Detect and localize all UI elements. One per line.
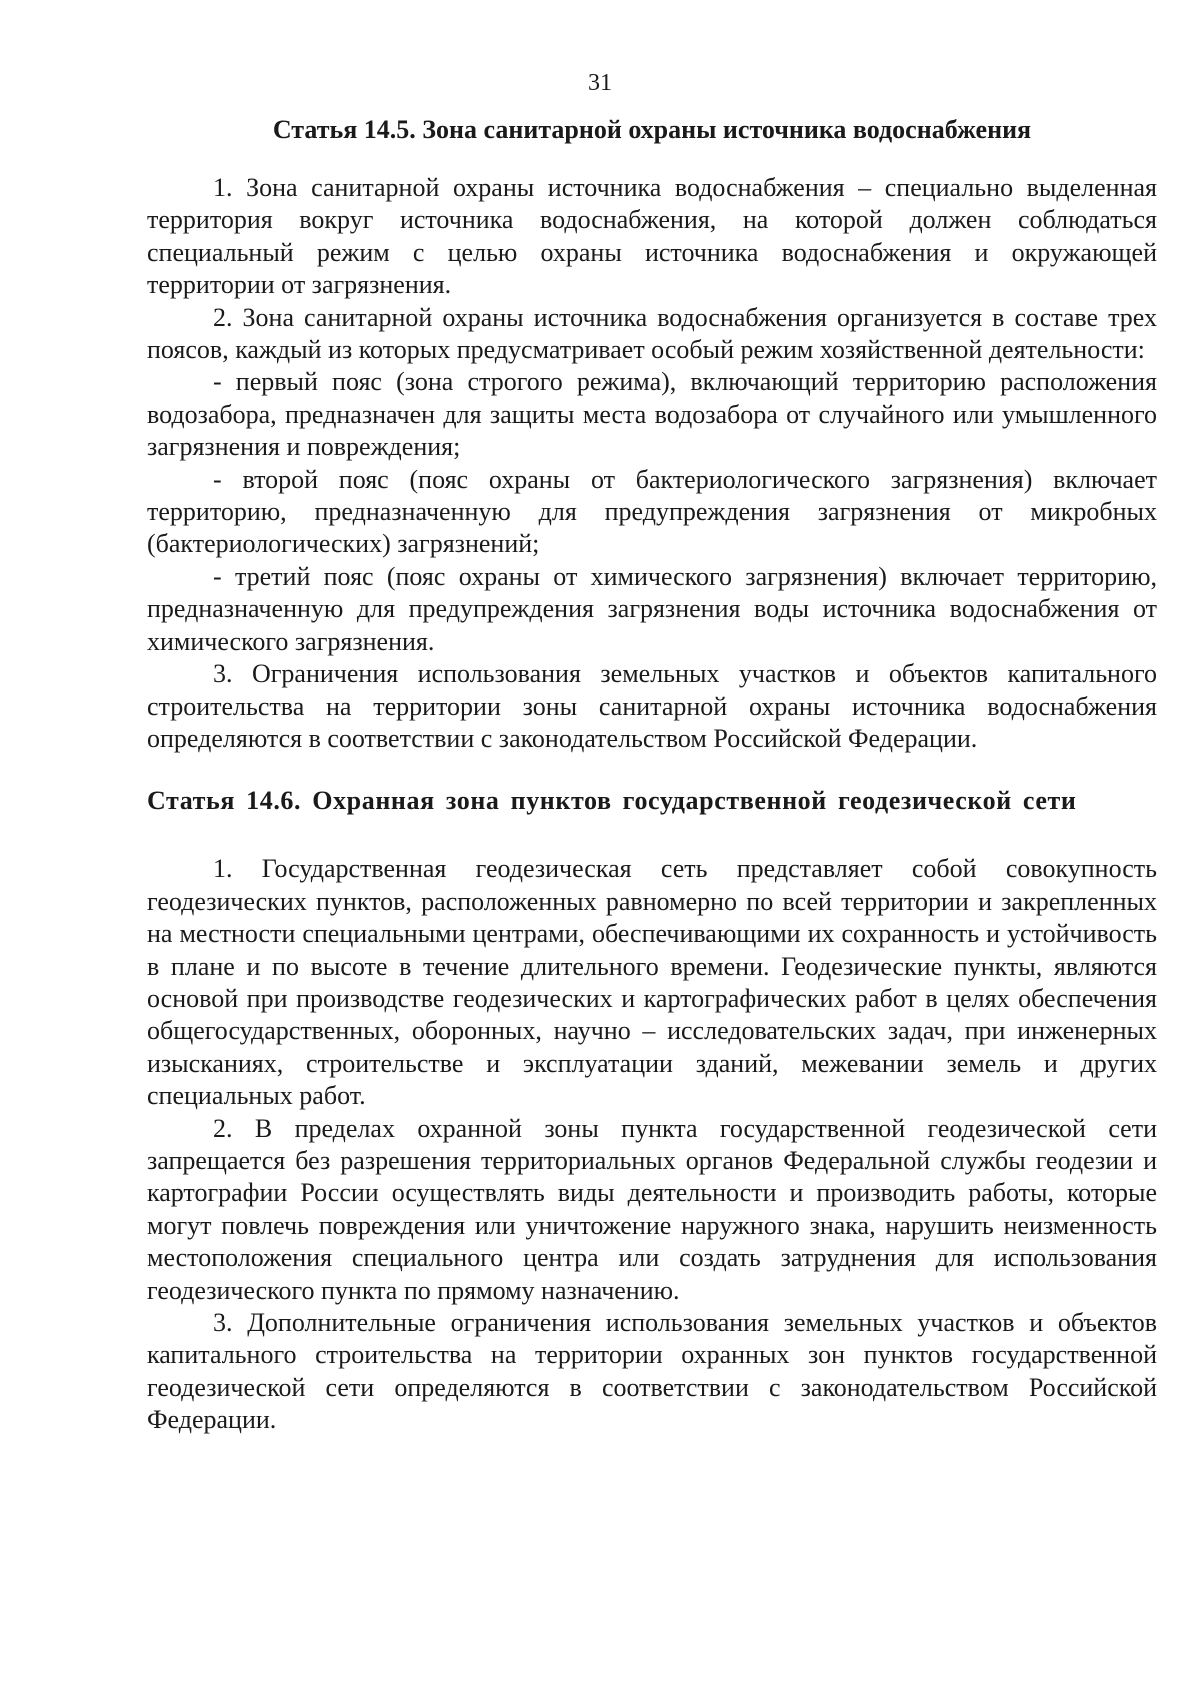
article-title: Статья 14.6. Охранная зона пунктов государственной геодезической сети: [147, 786, 1077, 816]
page-number: 31: [588, 70, 612, 96]
paragraph: 3. Ограничения использования земельных участков и объектов капитального строительства на территории зоны санитарной охраны источника водоснабжения определяются в соответствии с законодательством Российской Федерации.: [147, 659, 1157, 753]
list-item: - первый пояс (зона строгого режима), включающий территорию расположения водозабора, предназначен для защиты места водозабора от случайного или умышленного загрязнения и повреждения;: [147, 367, 1157, 462]
paragraph: 2. Зона санитарной охраны источника водоснабжения организуется в составе трех поясов, каждый из которых предусматривает особый режим хозяйственной деятельности:: [147, 302, 1157, 365]
document-body: [147, 114, 1157, 1437]
article-14-6: [147, 785, 1157, 1436]
paragraph: 1. Государственная геодезическая сеть представляет собой совокупность геодезических пунктов, расположенных равномерно по всей территории и закрепленных на местности специальными центрами, обеспечивающими их сохранность и устойчивость в плане и по высоте в течение длительного времени. Геодезические пункты, являются основой при производстве геодезических и картографических работ в целях обеспечения общегосударственных, оборонных, научно – исследовательских задач, при инженерных изысканиях, строительстве и эксплуатации зданий, межевании земель и других специальных работ.: [147, 854, 1157, 1111]
paragraph: 2. В пределах охранной зоны пункта государственной геодезической сети запрещается без разрешения территориальных органов Федеральной службы геодезии и картографии России осуществлять виды деятельности и производить работы, которые могут повлечь повреждения или уничтожение наружного знака, нарушить неизменность местоположения специального центра или создать затруднения для использования геодезического пункта по прямому назначению.: [147, 1113, 1157, 1305]
article-title: Статья 14.5. Зона санитарной охраны источника водоснабжения: [272, 115, 1032, 144]
paragraph: 1. Зона санитарной охраны источника водоснабжения – специально выделенная территория вокруг источника водоснабжения, на которой должен соблюдаться специальный режим с целью охраны источника водоснабжения и окружающей территории от загрязнения.: [147, 173, 1157, 300]
list-item: - третий пояс (пояс охраны от химического загрязнения) включает территорию, предназначенную для предупреждения загрязнения воды источника водоснабжения от химического загрязнения.: [147, 561, 1157, 656]
article-14-5: [147, 114, 1157, 755]
list-item: - второй пояс (пояс охраны от бактериологического загрязнения) включает территорию, предназначенную для предупреждения загрязнения от микробных (бактериологических) загрязнений;: [147, 464, 1157, 559]
paragraph: 3. Дополнительные ограничения использования земельных участков и объектов капитального строительства на территории охранных зон пунктов государственной геодезической сети определяются в соответствии с законодательством Российской Федерации.: [147, 1308, 1157, 1435]
